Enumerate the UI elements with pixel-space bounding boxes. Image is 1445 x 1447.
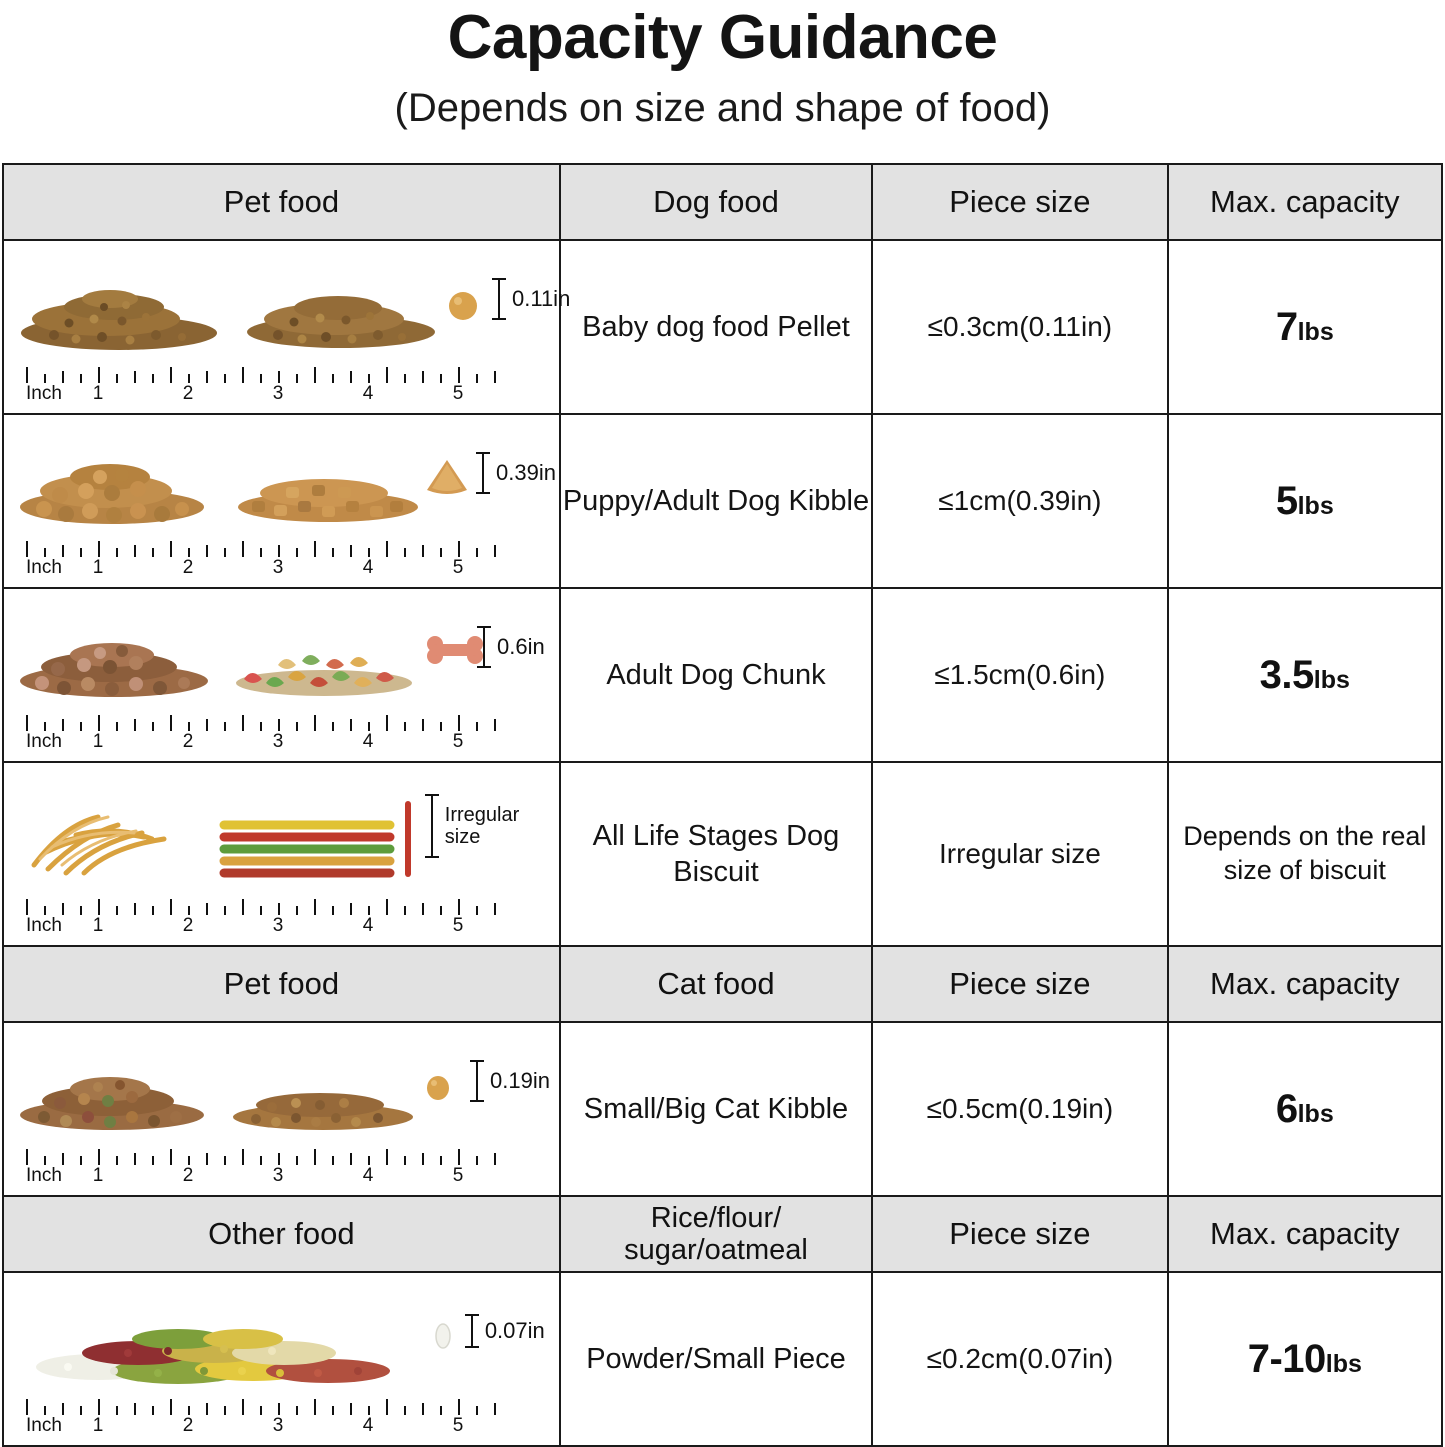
max-capacity	[1168, 588, 1442, 762]
ruler-mark: 4	[362, 1165, 374, 1187]
max-capacity: Depends on the real size of biscuit	[1168, 762, 1442, 946]
page-subtitle: (Depends on size and shape of food)	[394, 86, 1051, 131]
capacity-number: 5	[1275, 479, 1298, 524]
piece-sample	[418, 1029, 550, 1139]
capacity-unit: lbs	[1313, 666, 1350, 695]
food-pile-image-2	[228, 1029, 418, 1139]
food-name: Powder/Small Piece	[560, 1272, 872, 1446]
ruler-mark: 1	[92, 1415, 104, 1437]
piece-icon	[400, 799, 419, 853]
ruler-ticks	[26, 535, 549, 557]
piece-icon	[424, 446, 470, 500]
piece-size: Irregular size	[872, 762, 1167, 946]
ruler-mark: 1	[92, 383, 104, 405]
piece-size: ≤0.5cm(0.19in)	[872, 1022, 1167, 1196]
food-name: Baby dog food Pellet	[560, 240, 872, 414]
ruler-numbers	[26, 1165, 549, 1185]
capacity-guidance-page	[0, 3, 1445, 1437]
header-cat-food: Cat food	[560, 946, 872, 1022]
dimension-bar	[492, 278, 506, 320]
ruler-numbers	[26, 915, 549, 935]
ruler-mark: 3	[272, 557, 284, 579]
header-max-capacity: Max. capacity	[1168, 1196, 1442, 1272]
ruler-mark: 3	[272, 383, 284, 405]
max-capacity	[1168, 414, 1442, 588]
ruler-mark: 5	[452, 1165, 464, 1187]
table-row	[3, 1272, 1442, 1446]
ruler-mark: 4	[362, 557, 374, 579]
ruler-unit-label: Inch	[26, 1415, 62, 1437]
header-max-capacity: Max. capacity	[1168, 946, 1442, 1022]
table-row	[3, 414, 1442, 588]
dimension-bar	[476, 452, 490, 494]
section-header-cat	[3, 946, 1442, 1022]
dimension-label: Irregular size	[444, 804, 520, 849]
piece-sample	[431, 1279, 545, 1389]
ruler	[26, 361, 549, 405]
ruler-mark: 2	[182, 557, 194, 579]
piece-icon	[440, 272, 486, 326]
ruler-mark: 1	[92, 731, 104, 753]
food-pile-image-2	[232, 421, 424, 531]
capacity-number: 3.5	[1259, 653, 1314, 698]
ruler-mark: 5	[452, 557, 464, 579]
ruler-ticks	[26, 361, 549, 383]
capacity-number: 7-10	[1247, 1337, 1326, 1382]
piece-icon	[431, 1304, 459, 1358]
piece-sample	[424, 421, 556, 531]
ruler-mark: 4	[362, 731, 374, 753]
ruler	[26, 709, 549, 753]
ruler-mark: 5	[452, 731, 464, 753]
capacity-number: 7	[1275, 305, 1298, 350]
ruler-mark: 2	[182, 383, 194, 405]
ruler-ticks	[26, 1143, 549, 1165]
ruler-ticks	[26, 1393, 549, 1415]
ruler-unit-label: Inch	[26, 557, 62, 579]
ruler-mark: 4	[362, 383, 374, 405]
piece-size: ≤0.2cm(0.07in)	[872, 1272, 1167, 1446]
capacity-unit: lbs	[1325, 1350, 1362, 1379]
ruler-numbers	[26, 557, 549, 577]
food-pile-image-2	[242, 247, 440, 357]
sample-cell	[3, 1272, 560, 1446]
sample-cell	[3, 414, 560, 588]
sample-cell	[3, 762, 560, 946]
ruler	[26, 1143, 549, 1187]
ruler-numbers	[26, 383, 549, 403]
dimension-bar	[465, 1314, 479, 1348]
max-capacity	[1168, 1272, 1442, 1446]
ruler-numbers	[26, 1415, 549, 1435]
capacity-unit: lbs	[1297, 492, 1334, 521]
piece-icon	[418, 1054, 464, 1108]
ruler	[26, 535, 549, 579]
sample-cell	[3, 240, 571, 414]
ruler-mark: 1	[92, 1165, 104, 1187]
ruler-mark: 2	[182, 731, 194, 753]
piece-icon	[425, 620, 471, 674]
food-name: Small/Big Cat Kibble	[560, 1022, 872, 1196]
food-pile-image	[14, 595, 214, 705]
dimension-label: 0.6in	[497, 634, 545, 660]
food-pile-image	[14, 421, 210, 531]
ruler-mark: 3	[272, 1415, 284, 1437]
ruler-mark: 5	[452, 915, 464, 937]
header-other-food: Other food	[3, 1196, 560, 1272]
capacity-number: 6	[1275, 1087, 1298, 1132]
ruler-mark: 3	[272, 915, 284, 937]
ruler-unit-label: Inch	[26, 915, 62, 937]
ruler	[26, 893, 549, 937]
ruler-mark: 5	[452, 1415, 464, 1437]
piece-size: ≤0.3cm(0.11in)	[872, 240, 1167, 414]
ruler-unit-label: Inch	[26, 1165, 62, 1187]
header-piece-size: Piece size	[872, 1196, 1167, 1272]
table-row	[3, 1022, 1442, 1196]
piece-sample	[425, 595, 545, 705]
max-capacity	[1168, 1022, 1442, 1196]
header-piece-size: Piece size	[872, 946, 1167, 1022]
section-header-dog	[3, 164, 1442, 240]
ruler-mark: 1	[92, 915, 104, 937]
max-capacity	[1168, 240, 1442, 414]
header-dog-food: Dog food	[560, 164, 872, 240]
ruler-mark: 2	[182, 1415, 194, 1437]
piece-size: ≤1cm(0.39in)	[872, 414, 1167, 588]
ruler-ticks	[26, 893, 549, 915]
food-pile-image-2	[230, 595, 418, 705]
dimension-label: 0.39in	[496, 460, 556, 486]
dimension-label: 0.11in	[512, 286, 571, 312]
ruler-mark: 5	[452, 383, 464, 405]
dimension-bar	[477, 626, 491, 668]
piece-sample	[440, 247, 570, 357]
table-row	[3, 240, 1442, 414]
ruler-unit-label: Inch	[26, 731, 62, 753]
food-pile-image	[28, 1279, 418, 1389]
food-name: All Life Stages Dog Biscuit	[560, 762, 872, 946]
food-pile-image	[14, 247, 224, 357]
header-rice-flour: Rice/flour/ sugar/oatmeal	[560, 1196, 872, 1272]
sample-cell	[3, 1022, 560, 1196]
capacity-unit: lbs	[1297, 1100, 1334, 1129]
header-pet-food: Pet food	[3, 164, 560, 240]
dimension-bar	[470, 1060, 484, 1102]
page-title: Capacity Guidance	[447, 3, 998, 72]
capacity-table	[2, 163, 1443, 1447]
header-pet-food: Pet food	[3, 946, 560, 1022]
ruler-mark: 4	[362, 1415, 374, 1437]
table-row	[3, 762, 1442, 946]
header-piece-size: Piece size	[872, 164, 1167, 240]
food-pile-image	[14, 769, 204, 889]
table-row	[3, 588, 1442, 762]
ruler-unit-label: Inch	[26, 383, 62, 405]
food-name: Adult Dog Chunk	[560, 588, 872, 762]
dimension-bar	[425, 794, 438, 858]
ruler	[26, 1393, 549, 1437]
ruler-mark: 1	[92, 557, 104, 579]
sample-cell	[3, 588, 560, 762]
dimension-label: 0.07in	[484, 1318, 545, 1344]
food-pile-image-2	[214, 769, 400, 889]
ruler-mark: 2	[182, 915, 194, 937]
section-header-other	[3, 1196, 1442, 1272]
ruler-ticks	[26, 709, 549, 731]
food-pile-image	[14, 1029, 210, 1139]
piece-size: ≤1.5cm(0.6in)	[872, 588, 1167, 762]
piece-sample	[400, 769, 549, 889]
ruler-mark: 3	[272, 731, 284, 753]
ruler-mark: 2	[182, 1165, 194, 1187]
ruler-numbers	[26, 731, 549, 751]
header-max-capacity: Max. capacity	[1168, 164, 1442, 240]
capacity-unit: lbs	[1297, 318, 1334, 347]
ruler-mark: 4	[362, 915, 374, 937]
dimension-label: 0.19in	[490, 1068, 550, 1094]
ruler-mark: 3	[272, 1165, 284, 1187]
food-name: Puppy/Adult Dog Kibble	[560, 414, 872, 588]
